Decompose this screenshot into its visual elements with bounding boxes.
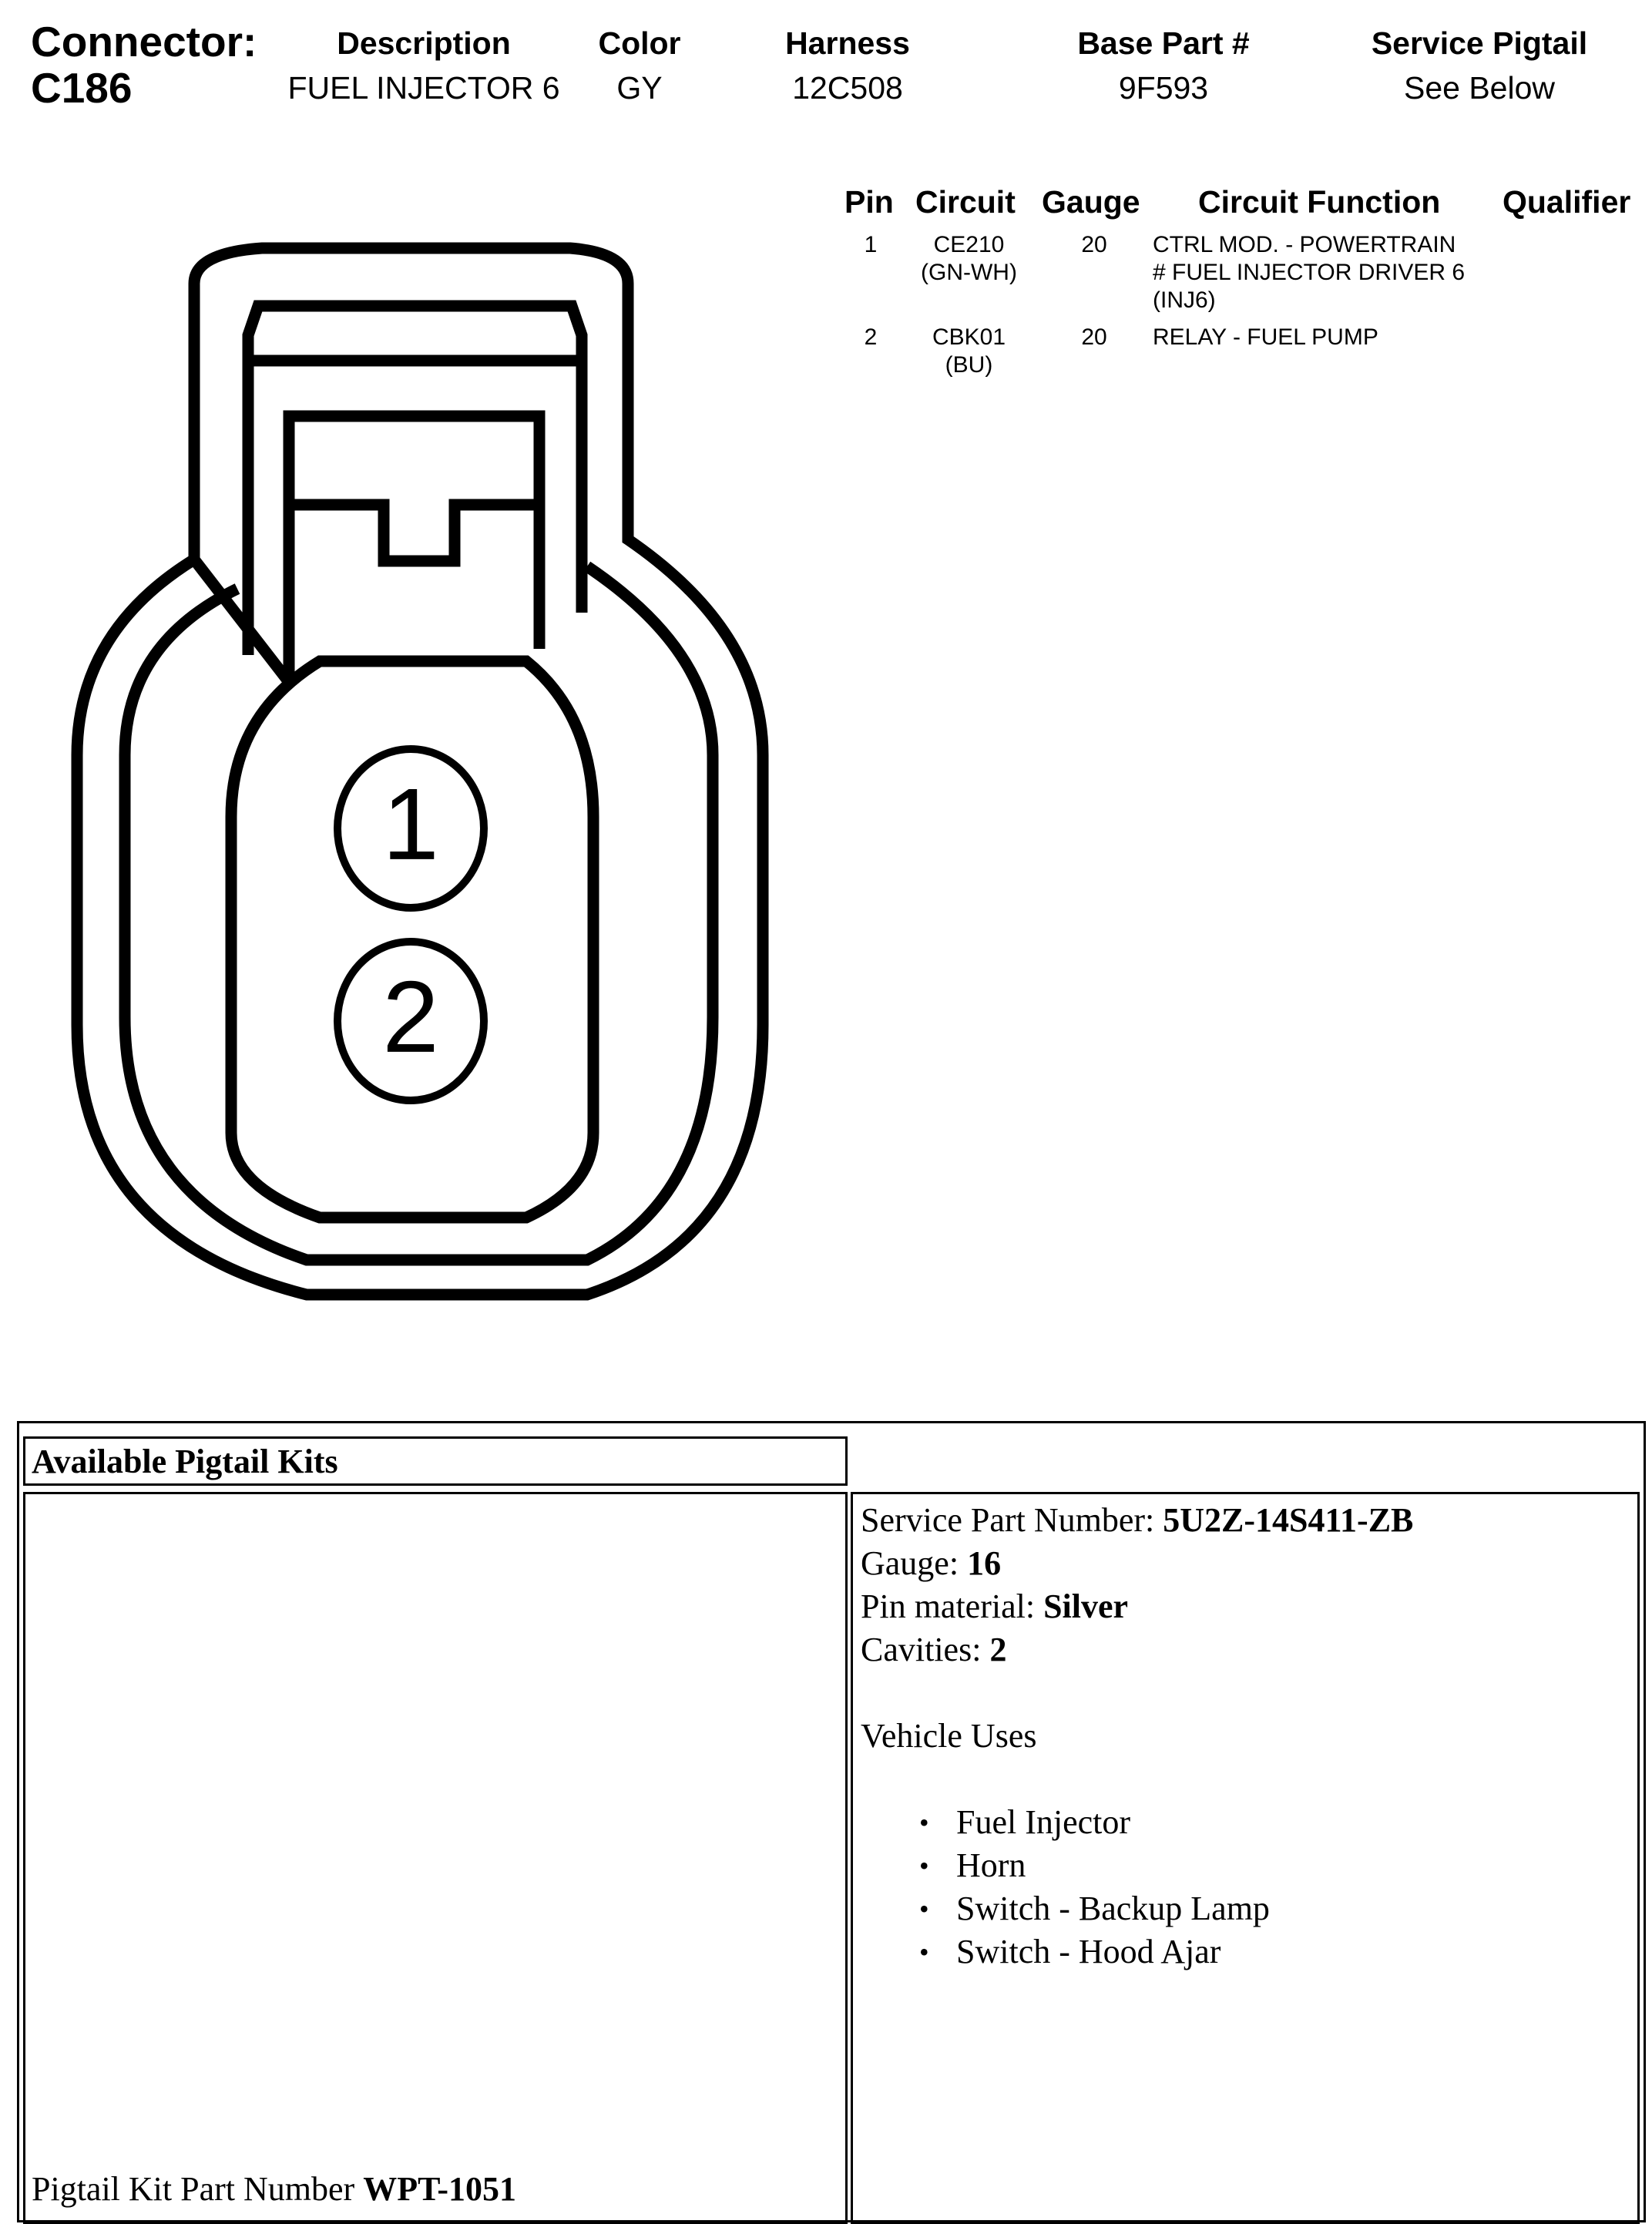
header-description-heading: Description bbox=[337, 25, 511, 61]
cavities-label: Cavities: bbox=[861, 1631, 990, 1668]
connector-label: Connector: bbox=[31, 18, 257, 66]
pigtail-image-cell bbox=[23, 1492, 848, 2224]
table-row-1-function: CTRL MOD. - POWERTRAIN # FUEL INJECTOR DRIVER 6 (INJ6) bbox=[1153, 232, 1466, 313]
vehicle-uses-list bbox=[861, 1801, 1413, 1974]
cavities-value: 2 bbox=[989, 1631, 1007, 1668]
table-row-1-circuit: CE210 (GN-WH) bbox=[921, 232, 1017, 285]
pigtail-kit-part bbox=[32, 2168, 516, 2211]
pin-material-value: Silver bbox=[1043, 1587, 1129, 1625]
pigtail-kit-part-value: WPT-1051 bbox=[363, 2170, 517, 2208]
header-color-heading: Color bbox=[598, 25, 681, 61]
service-part-number-value: 5U2Z-14S411-ZB bbox=[1163, 1501, 1414, 1539]
list-item: • Switch - Backup Lamp bbox=[861, 1887, 1413, 1930]
table-row-2-function: RELAY - FUEL PUMP bbox=[1153, 324, 1378, 350]
pin-table-heading-circuit: Circuit bbox=[915, 184, 1016, 220]
connector-id: C186 bbox=[31, 64, 133, 112]
pin-table-heading-qualifier: Qualifier bbox=[1503, 184, 1631, 220]
header-description bbox=[270, 25, 578, 106]
header-service-pigtail-heading: Service Pigtail bbox=[1371, 25, 1588, 61]
list-item: • Switch - Hood Ajar bbox=[861, 1930, 1413, 1974]
connector-latch-window bbox=[289, 416, 539, 682]
table-row-2-pin: 2 bbox=[864, 324, 878, 350]
table-row-2-circuit: CBK01 (BU) bbox=[932, 324, 1006, 378]
pigtail-kits-title: Available Pigtail Kits bbox=[32, 1443, 338, 1480]
pin-table-heading-pin: Pin bbox=[844, 184, 894, 220]
header-base-part-heading: Base Part # bbox=[1077, 25, 1250, 61]
pin-material-label: Pin material: bbox=[861, 1587, 1044, 1625]
header-harness-value: 12C508 bbox=[792, 70, 903, 106]
connector-inner-shell bbox=[125, 566, 713, 1260]
header-service-pigtail bbox=[1341, 25, 1618, 106]
service-part-number-label: Service Part Number: bbox=[861, 1501, 1163, 1539]
header-base-part bbox=[1048, 25, 1279, 106]
header-description-value: FUEL INJECTOR 6 bbox=[287, 70, 560, 106]
list-item: • Horn bbox=[861, 1844, 1413, 1887]
pigtail-gauge bbox=[861, 1542, 1413, 1585]
cavity-2-label: 2 bbox=[382, 959, 439, 1073]
pigtail-gauge-value: 16 bbox=[967, 1544, 1002, 1582]
list-item: • Fuel Injector bbox=[861, 1801, 1413, 1844]
cavities bbox=[861, 1628, 1413, 1671]
pin-table-heading-function: Circuit Function bbox=[1198, 184, 1441, 220]
pigtail-kits-title-cell bbox=[23, 1436, 848, 1486]
header-harness bbox=[755, 25, 940, 106]
header-harness-heading: Harness bbox=[785, 25, 910, 61]
header-base-part-value: 9F593 bbox=[1118, 70, 1209, 106]
header-service-pigtail-value: See Below bbox=[1403, 70, 1555, 106]
header-color-value: GY bbox=[616, 70, 663, 106]
pigtail-details-cell bbox=[851, 1492, 1640, 2224]
table-row-1-gauge: 20 bbox=[1081, 232, 1107, 257]
pigtail-gauge-label: Gauge: bbox=[861, 1544, 968, 1582]
connector-latch-notch bbox=[289, 505, 539, 561]
table-row-1-pin: 1 bbox=[864, 232, 878, 257]
service-part-number bbox=[861, 1499, 1413, 1542]
table-row-2-gauge: 20 bbox=[1081, 324, 1107, 350]
pin-table-heading-gauge: Gauge bbox=[1042, 184, 1140, 220]
cavity-1-label: 1 bbox=[382, 767, 439, 881]
header-color bbox=[570, 25, 709, 106]
connector-shell-joint-left bbox=[194, 559, 289, 682]
pin-material bbox=[861, 1585, 1413, 1628]
vehicle-uses-heading: Vehicle Uses bbox=[861, 1717, 1037, 1755]
connector-face-diagram bbox=[0, 216, 801, 1333]
pigtail-kit-part-label: Pigtail Kit Part Number bbox=[32, 2170, 364, 2208]
